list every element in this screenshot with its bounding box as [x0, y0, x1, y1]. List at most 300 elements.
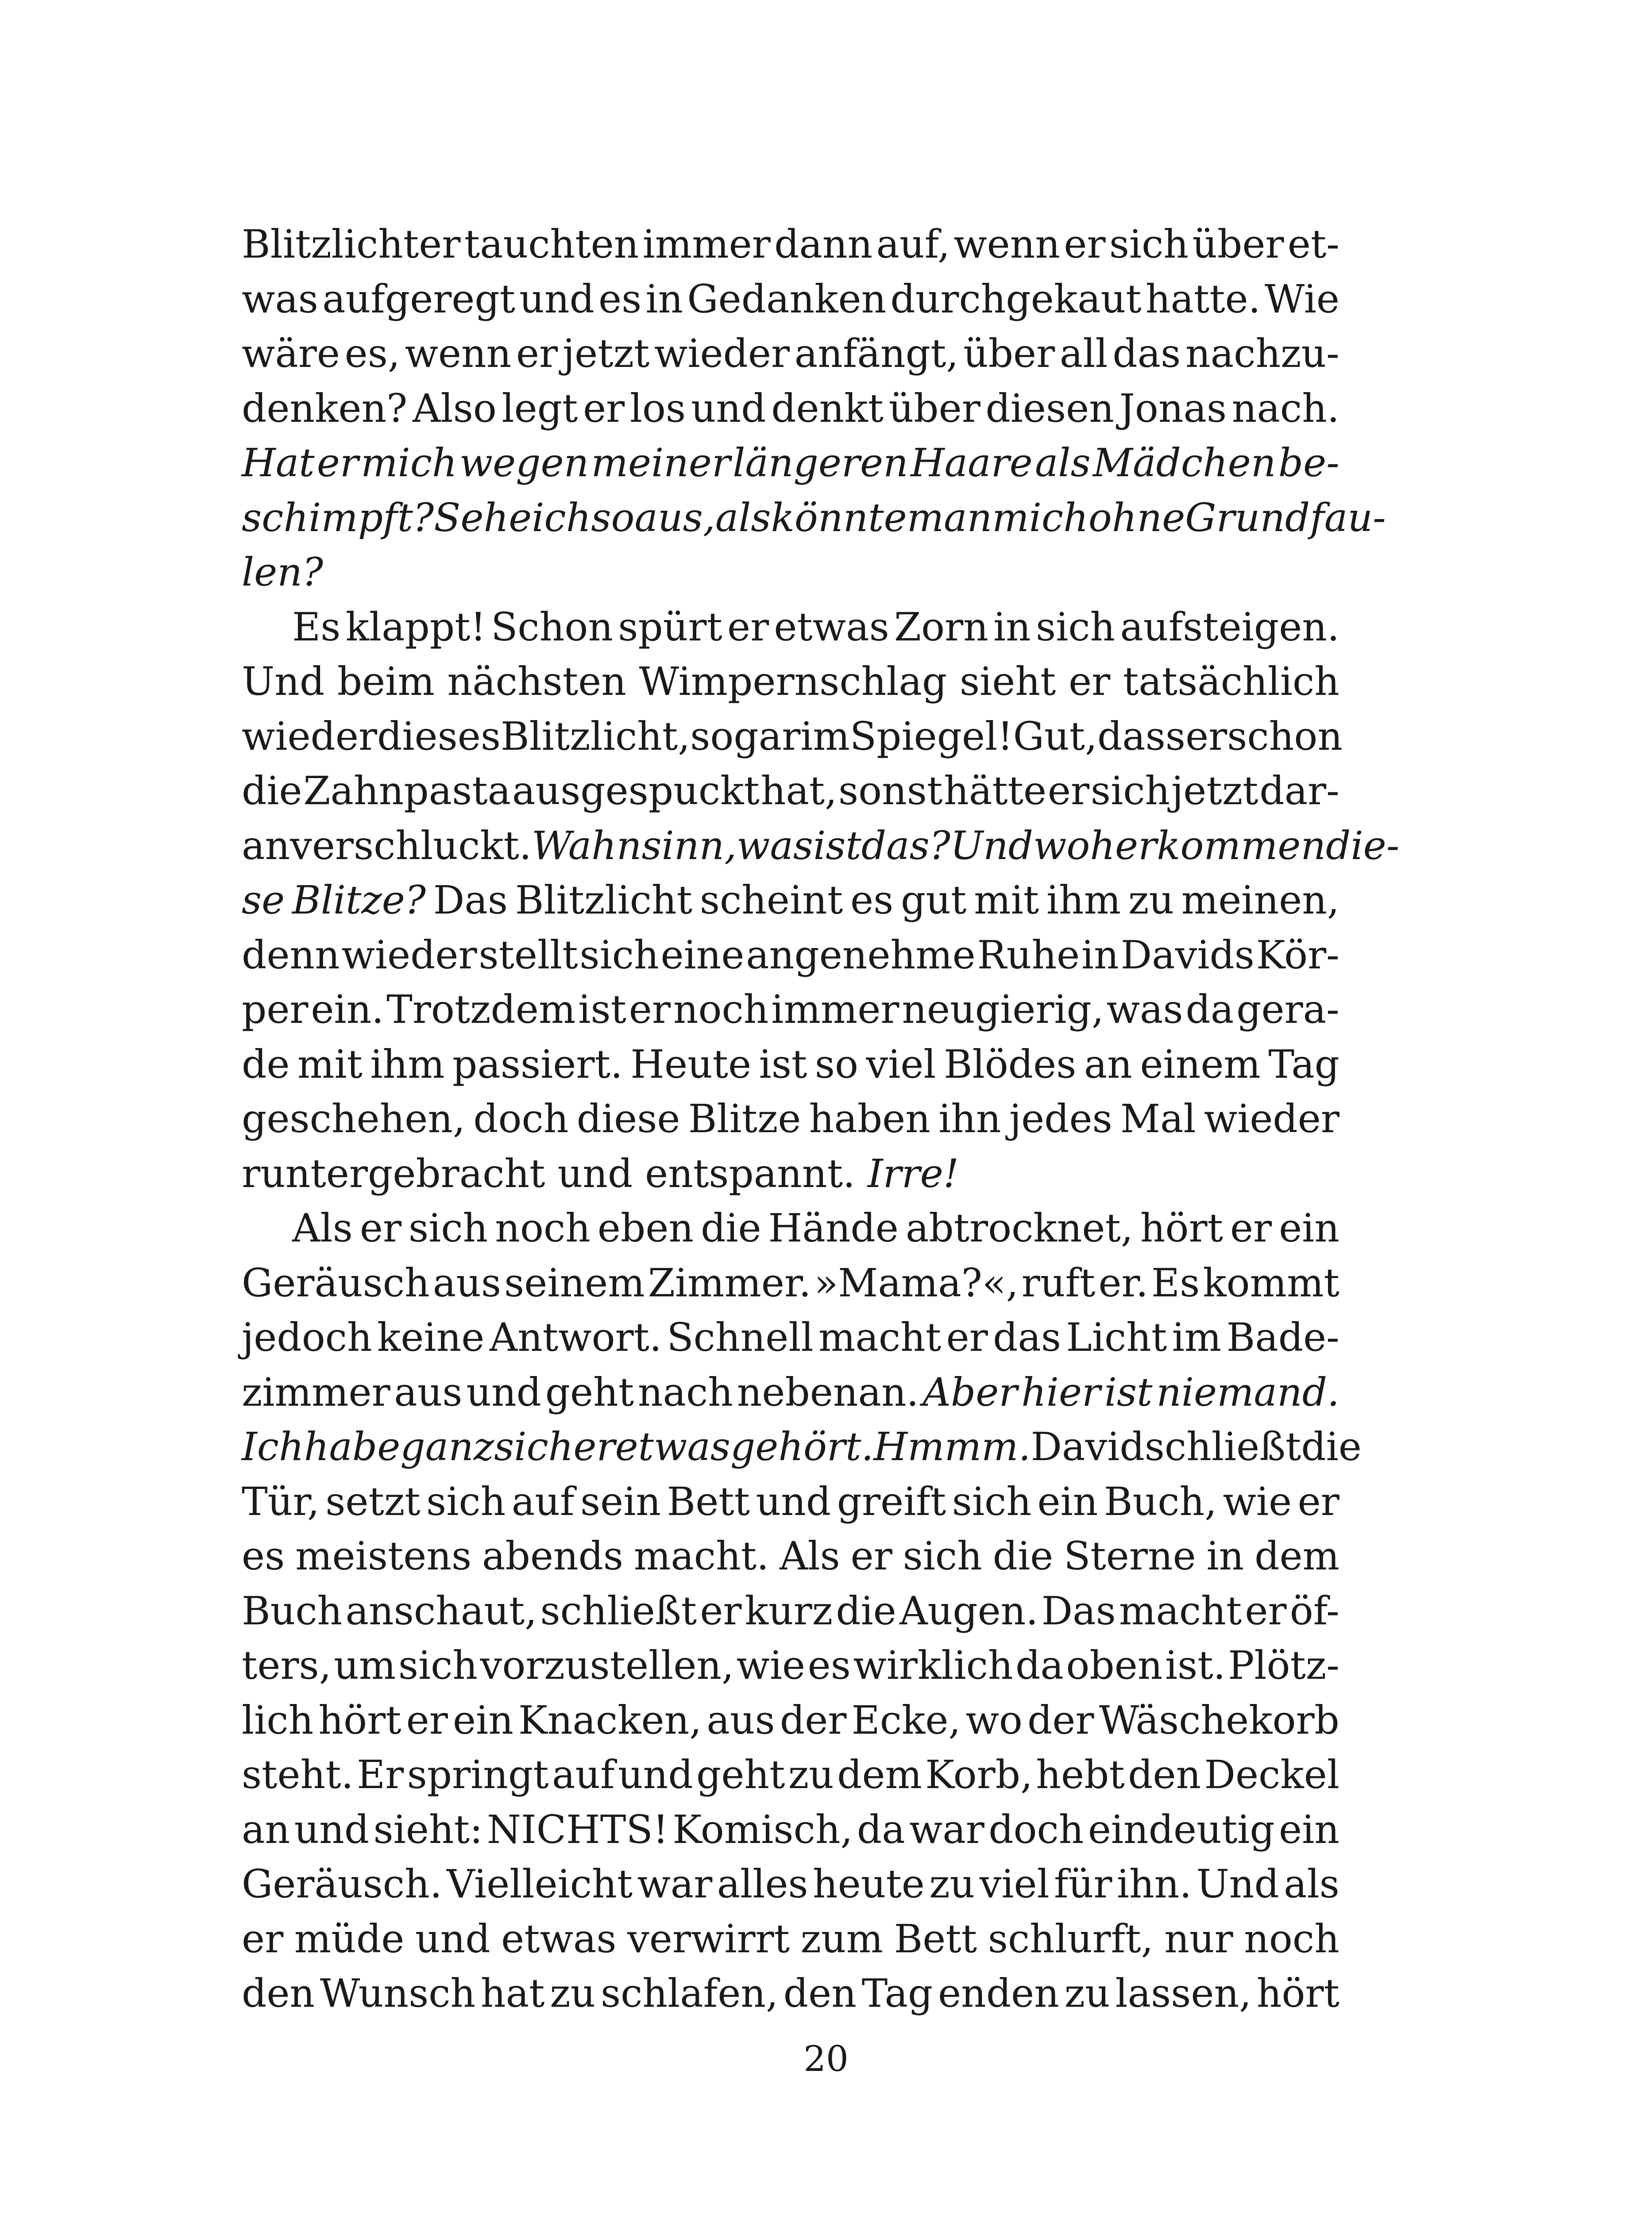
text-word: hat,	[760, 768, 838, 813]
text-word: Wunsch	[320, 1970, 476, 2016]
text-word: anfängt,	[794, 331, 959, 376]
text-word: Geräusch.	[242, 1861, 442, 1907]
text-word: in	[645, 276, 683, 322]
text-word: Zimmer.	[648, 1260, 811, 1306]
text-word: Ich	[242, 1424, 304, 1469]
text-word: de	[242, 1041, 290, 1087]
text-word: noch	[1244, 1916, 1339, 1962]
text-word: sich	[952, 1478, 1031, 1524]
text-word: er	[629, 987, 671, 1032]
text-word: Blödes	[943, 1041, 1077, 1087]
text-word: sieht:	[373, 1806, 483, 1852]
text-word: im	[1172, 1315, 1222, 1360]
text-word: sich	[1109, 221, 1189, 267]
text-word: Wahnsinn,	[531, 822, 737, 868]
text-word: scheint	[699, 877, 843, 923]
text-word: etwas	[501, 1916, 617, 1962]
text-word: dann	[774, 221, 873, 267]
text-word: an	[242, 1806, 290, 1852]
text-word: und	[691, 385, 766, 431]
text-line	[242, 1310, 1339, 1365]
text-word: Bett	[894, 1916, 977, 1962]
text-word: all	[1059, 331, 1108, 376]
text-word: jedoch	[242, 1315, 372, 1360]
text-word: stellt	[479, 932, 578, 978]
text-word: mit	[974, 877, 1039, 923]
text-word: Heute	[630, 1041, 752, 1087]
text-word: eindeutig	[1088, 1806, 1275, 1852]
text-word: Blitzlichter	[242, 221, 461, 267]
text-word: wie	[1223, 1478, 1292, 1524]
text-word: Komisch,	[672, 1806, 853, 1852]
text-word: und	[415, 1916, 490, 1962]
text-word: Aber	[922, 1369, 1018, 1415]
text-word: sich	[1036, 604, 1115, 650]
text-word: aus	[706, 1697, 775, 1743]
text-word: se	[242, 877, 285, 923]
text-word: zu	[550, 1970, 596, 2016]
text-word: wirklich	[853, 1642, 1013, 1688]
text-word: etwas	[615, 1424, 730, 1469]
text-word: Und	[950, 822, 1034, 868]
text-word: im	[800, 713, 850, 759]
text-word: hört	[318, 1697, 401, 1743]
text-word: nach	[637, 1369, 733, 1415]
text-word: sein	[580, 1478, 661, 1524]
text-word: verschluckt.	[290, 822, 532, 868]
text-line	[242, 1146, 1339, 1201]
text-word: zu	[929, 1861, 975, 1907]
text-word: denkt	[771, 385, 884, 431]
text-line	[242, 1584, 1339, 1639]
text-word: macht.	[633, 1533, 769, 1579]
text-word: er	[317, 440, 359, 486]
text-word: war	[637, 1861, 713, 1907]
text-word: Tag	[861, 1970, 933, 2016]
text-word: Buch,	[1104, 1478, 1217, 1524]
text-word: und	[519, 276, 594, 322]
page-number: 20	[803, 2038, 849, 2079]
text-word: den	[242, 1970, 315, 2016]
text-word: schließt	[1144, 1424, 1301, 1469]
text-word: dem	[1254, 1533, 1339, 1579]
text-word: doch	[988, 1806, 1084, 1852]
text-word: ist	[1104, 1369, 1153, 1415]
text-word: er	[1064, 221, 1106, 267]
text-word: da	[1015, 1642, 1064, 1688]
text-word: spürt	[618, 604, 722, 650]
text-word: schlafen,	[601, 1970, 779, 2016]
text-word: den	[1128, 1752, 1201, 1797]
text-word: nebenan.	[737, 1369, 919, 1415]
text-word: er	[242, 1916, 284, 1962]
text-word: es	[598, 276, 642, 322]
text-word: Korb,	[925, 1752, 1033, 1797]
text-word: Es	[1151, 1260, 1200, 1306]
text-word: noch	[673, 987, 769, 1032]
text-word: ich	[532, 494, 591, 540]
text-word: et-	[1287, 221, 1339, 267]
text-word: er	[406, 1697, 448, 1743]
text-word: Tag	[1268, 1041, 1339, 1087]
text-word: ihn.	[1116, 1861, 1192, 1907]
text-line	[242, 1693, 1339, 1748]
text-word: Mädchen	[1092, 440, 1276, 486]
text-word: schimpft?	[242, 494, 434, 540]
text-word: über	[963, 331, 1055, 376]
text-word: ist	[759, 1041, 807, 1087]
text-word: Es	[292, 604, 341, 650]
text-word: in	[1206, 1533, 1244, 1579]
text-word: so	[591, 494, 635, 540]
text-word: Knacken,	[518, 1697, 702, 1743]
text-word: niemand.	[1156, 1369, 1339, 1415]
text-line	[242, 1256, 1339, 1311]
text-line	[242, 873, 1339, 928]
text-word: die	[992, 1533, 1054, 1579]
text-line	[242, 600, 1339, 655]
text-word: noch	[495, 1205, 591, 1251]
text-word: ausgespuckt	[512, 768, 760, 813]
text-word: er	[946, 1315, 988, 1360]
text-word: fau-	[1310, 494, 1386, 540]
text-segment: runtergebracht und entspannt.	[242, 1150, 868, 1196]
text-word: geht	[545, 1369, 634, 1415]
text-line	[242, 1037, 1339, 1092]
text-word: denn	[242, 932, 340, 978]
text-word: das	[1112, 331, 1181, 376]
text-word: die	[242, 768, 302, 813]
text-word: ein	[452, 1697, 513, 1743]
text-line	[242, 1857, 1339, 1912]
text-word: so	[814, 1041, 858, 1087]
text-word: heute	[813, 1861, 925, 1907]
text-word: er	[1069, 659, 1111, 704]
text-word: und	[618, 1752, 693, 1797]
text-word: der	[780, 1697, 847, 1743]
text-word: nur	[1164, 1916, 1233, 1962]
text-word: hebt	[1036, 1752, 1125, 1797]
text-word: Licht	[1066, 1315, 1167, 1360]
text-word: man	[907, 494, 992, 540]
text-word: geht	[696, 1752, 785, 1797]
text-word: ganz	[400, 1424, 494, 1469]
text-word: er	[1297, 1478, 1339, 1524]
text-word: eine	[660, 932, 745, 978]
text-word: hier	[1021, 1369, 1101, 1415]
text-word: meiner	[591, 440, 731, 486]
text-word: wenn	[405, 331, 512, 376]
text-line	[242, 818, 1400, 873]
text-word: Das	[433, 877, 508, 923]
text-word: Wie	[1264, 276, 1339, 322]
text-word: wie	[736, 1642, 806, 1688]
text-word: lassen,	[1115, 1970, 1252, 2016]
text-word: Blitze	[688, 1096, 801, 1141]
text-word: Er	[356, 1752, 404, 1797]
text-word: gera-	[1236, 987, 1339, 1032]
text-word: geschehen,	[242, 1096, 466, 1141]
text-word: Plötz-	[1228, 1642, 1339, 1688]
text-word: sonst	[838, 768, 943, 813]
text-word: wenn	[953, 221, 1061, 267]
text-word: verwirrt	[627, 1916, 790, 1962]
text-word: die	[836, 1588, 896, 1634]
text-word: vorzustellen,	[480, 1642, 734, 1688]
text-word: Spiegel!	[849, 713, 1013, 759]
text-word: seinem	[504, 1260, 645, 1306]
text-word: sieht	[959, 659, 1056, 704]
text-word: sicher	[494, 1424, 615, 1469]
text-word: er	[516, 331, 558, 376]
text-word: aus,	[634, 494, 715, 540]
text-word: auf	[511, 1478, 575, 1524]
text-word: abtrocknet,	[905, 1205, 1133, 1251]
text-word: hört	[1256, 1970, 1339, 2016]
text-word: an	[242, 822, 290, 868]
text-word: Gut,	[1013, 713, 1097, 759]
text-line	[242, 436, 1339, 490]
text-word: etwas	[774, 604, 889, 650]
text-word: macht	[818, 1315, 942, 1360]
text-word: oben	[1066, 1642, 1163, 1688]
text-word: wegen	[459, 440, 589, 486]
text-word: für	[1054, 1861, 1112, 1907]
text-word: aus	[394, 1369, 463, 1415]
text-line	[242, 1091, 1339, 1146]
text-word: wieder	[341, 932, 477, 978]
text-word: per	[242, 987, 309, 1032]
text-word: zimmer	[242, 1369, 390, 1415]
text-word: enden	[938, 1970, 1059, 2016]
text-word: Trotzdem	[386, 987, 576, 1032]
text-word: alles	[717, 1861, 808, 1907]
text-word: er	[359, 1205, 402, 1251]
text-line	[242, 763, 1339, 818]
text-line	[242, 1474, 1339, 1529]
text-word: sich	[409, 1205, 488, 1251]
text-line	[242, 1638, 1339, 1693]
text-word: haben	[809, 1096, 930, 1141]
text-word: abends	[482, 1533, 624, 1579]
text-word: jetzt	[1171, 768, 1258, 813]
text-word: aufsteigen.	[1120, 604, 1339, 650]
text-word: zum	[800, 1916, 884, 1962]
text-word: jetzt	[562, 331, 650, 376]
text-word: er	[1185, 713, 1227, 759]
text-word: es	[850, 877, 894, 923]
text-word: macht	[1119, 1588, 1242, 1634]
text-word: Bett	[667, 1478, 750, 1524]
text-word: viel	[866, 1041, 936, 1087]
text-word: ein	[1279, 1806, 1339, 1852]
text-word: Das	[1041, 1588, 1116, 1634]
text-word: Jonas	[1119, 385, 1227, 431]
text-word: wieder	[1204, 1096, 1339, 1141]
text-word: los	[629, 385, 686, 431]
text-word: Davids	[1120, 932, 1254, 978]
text-word: Wimpernschlag	[639, 659, 947, 704]
text-word: Augen.	[899, 1588, 1038, 1634]
text-word: Als	[292, 1205, 353, 1251]
text-word: über	[888, 385, 980, 431]
text-word: diese	[576, 1096, 680, 1141]
text-word: ein	[1279, 1205, 1339, 1251]
text-line	[242, 1529, 1339, 1584]
text-word: beim	[337, 659, 435, 704]
text-word: ist.	[1165, 1642, 1226, 1688]
text-word: er	[1230, 1205, 1272, 1251]
text-line	[242, 1201, 1339, 1256]
text-word: meistens	[295, 1533, 472, 1579]
text-word: David	[1031, 1424, 1145, 1469]
text-word: sich	[398, 1642, 478, 1688]
text-line	[242, 1966, 1339, 2021]
text-word: greift	[837, 1478, 946, 1524]
text-word: Geräusch	[242, 1260, 430, 1306]
text-word: Mal	[1120, 1096, 1196, 1141]
body-text	[242, 217, 1400, 2021]
text-word: da	[857, 1806, 905, 1852]
text-word: tatsächlich	[1123, 659, 1339, 704]
text-line	[242, 490, 1386, 545]
text-word: Ruhe	[977, 932, 1080, 978]
text-word: Tür,	[242, 1478, 320, 1524]
text-word: ohne	[1088, 494, 1185, 540]
text-word: müde	[294, 1916, 405, 1962]
text-word: Und	[1196, 1861, 1279, 1907]
text-word: Buch	[242, 1588, 343, 1634]
text-line	[242, 1802, 1339, 1857]
text-word: Wäschekorb	[1099, 1697, 1339, 1743]
text-word: ist	[813, 822, 861, 868]
text-word: sich	[579, 932, 659, 978]
text-word: habe	[304, 1424, 401, 1469]
text-word: hätte	[944, 768, 1047, 813]
text-word: klappt!	[345, 604, 486, 650]
text-word: und	[294, 1806, 370, 1852]
text-word: sich	[1090, 768, 1170, 813]
text-word: Hände	[768, 1205, 899, 1251]
text-word: gehört.	[730, 1424, 874, 1469]
text-word: hört	[1140, 1205, 1223, 1251]
text-word: Zahnpasta	[303, 768, 511, 813]
text-word: meinen,	[1181, 877, 1339, 923]
text-word: setzt	[325, 1478, 421, 1524]
text-word: in	[993, 604, 1031, 650]
text-line	[242, 381, 1339, 436]
text-line	[242, 272, 1339, 327]
text-word: sich	[903, 1533, 982, 1579]
text-word: nachzu-	[1185, 331, 1339, 376]
text-word: Als	[779, 1533, 840, 1579]
text-word: er	[700, 1588, 742, 1634]
text-word: keine	[377, 1315, 485, 1360]
text-word: Schon	[491, 604, 614, 650]
text-word: Grund	[1185, 494, 1310, 540]
text-word: ihn	[938, 1096, 1001, 1141]
text-word: ein.	[311, 987, 384, 1032]
text-word: Sterne	[1064, 1533, 1196, 1579]
text-word: öf-	[1289, 1588, 1339, 1634]
text-word: diesen	[985, 385, 1114, 431]
text-word: was	[737, 822, 814, 868]
text-word: nach.	[1231, 385, 1339, 431]
text-word: dass	[1097, 713, 1186, 759]
text-word: aus	[432, 1260, 502, 1306]
text-word: hat	[480, 1970, 545, 2016]
text-word: Vielleicht	[447, 1861, 633, 1907]
text-word: ist	[578, 987, 626, 1032]
text-word: tauchten	[464, 221, 639, 267]
text-word: mich	[992, 494, 1088, 540]
text-word: er	[727, 604, 769, 650]
text-word: anschaut,	[345, 1588, 537, 1634]
text-word: Blitzlicht	[515, 877, 693, 923]
text-word: steht.	[242, 1752, 354, 1797]
text-word: schließt	[540, 1588, 697, 1634]
text-word: zu	[1064, 1970, 1110, 2016]
text-word: kommen	[1157, 822, 1326, 868]
text-word: Und	[242, 659, 325, 704]
text-word: dieses	[377, 713, 501, 759]
text-word: angenehme	[746, 932, 976, 978]
text-word: wo	[965, 1697, 1023, 1743]
text-word: zu	[1128, 877, 1174, 923]
text-word: er	[1245, 1588, 1287, 1634]
text-word: an	[1084, 1041, 1132, 1087]
text-word: die	[1301, 1424, 1362, 1469]
text-word: woher	[1033, 822, 1157, 868]
text-word: NICHTS!	[486, 1806, 669, 1852]
text-word: längeren	[733, 440, 908, 486]
text-word: durchgekaut	[890, 276, 1142, 322]
text-word: da	[1185, 987, 1234, 1032]
text-line	[242, 982, 1339, 1037]
text-word: doch	[473, 1096, 569, 1141]
text-word: neugierig,	[902, 987, 1104, 1032]
text-word: Hmmm.	[873, 1424, 1031, 1469]
text-line	[242, 1365, 1339, 1420]
text-word: Kör-	[1256, 932, 1339, 978]
text-word: aufgeregt	[322, 276, 516, 322]
text-word: »Mama?«,	[814, 1260, 1019, 1306]
text-word: den	[783, 1970, 857, 2016]
text-word: Blitze?	[292, 877, 426, 923]
text-word: als	[1284, 1861, 1339, 1907]
text-word: immer	[642, 221, 771, 267]
text-segment: Irre!	[867, 1150, 959, 1196]
text-line	[242, 545, 1339, 600]
text-word: als	[715, 494, 771, 540]
text-word: gut	[901, 877, 967, 923]
text-word: einem	[1140, 1041, 1261, 1087]
text-word: denken?	[242, 385, 408, 431]
text-word: ters,	[242, 1642, 332, 1688]
text-word: ruft	[1021, 1260, 1096, 1306]
text-word: ihm	[370, 1041, 445, 1087]
text-word: die	[701, 1205, 761, 1251]
text-word: Blitzlicht,	[500, 713, 691, 759]
text-segment: len?	[242, 549, 324, 595]
text-word: passiert.	[452, 1041, 623, 1087]
text-word: be-	[1278, 440, 1339, 486]
text-word: Ecke,	[851, 1697, 961, 1743]
text-word: Deckel	[1204, 1752, 1339, 1797]
text-word: das	[993, 1315, 1061, 1360]
text-line	[242, 928, 1339, 983]
text-word: kommt	[1203, 1260, 1339, 1306]
